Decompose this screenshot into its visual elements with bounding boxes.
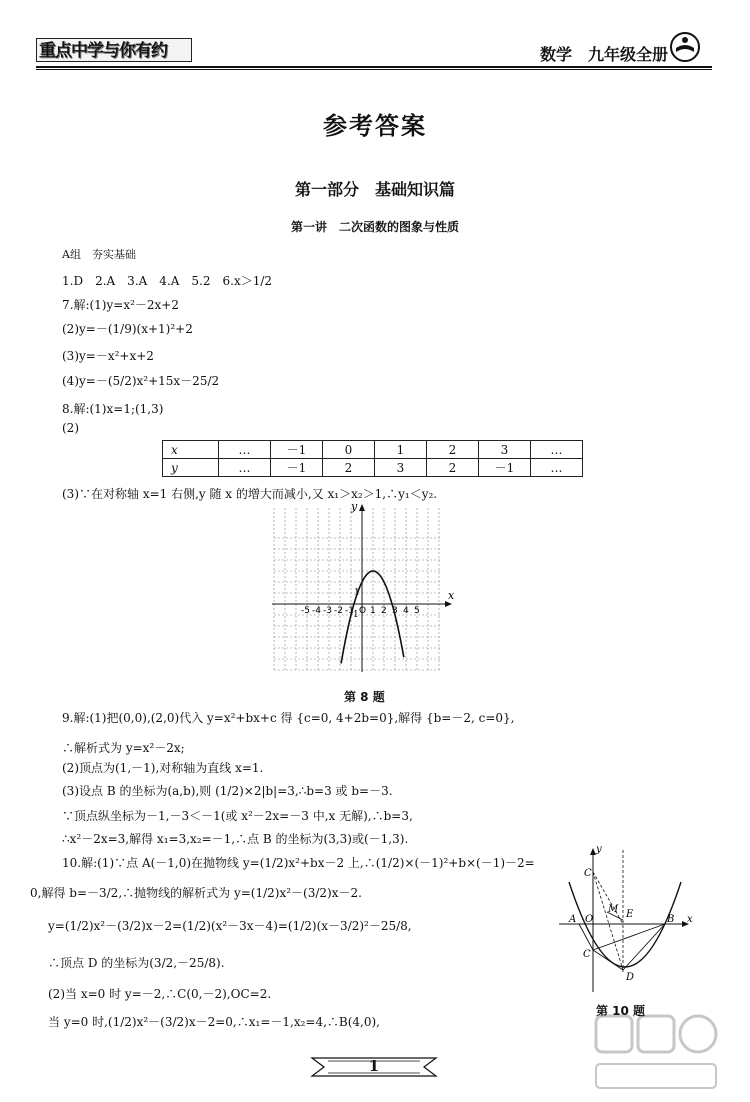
watermark-logo-icon — [592, 1010, 722, 1096]
x-tick-label: -3 — [323, 606, 332, 616]
x-tick-label: 3 — [392, 606, 398, 616]
table-cell: … — [219, 459, 271, 477]
answer-q9-2: ∴解析式为 y=x²－2x; — [62, 741, 185, 755]
book-logo-icon — [668, 30, 702, 64]
label-e: E — [626, 909, 634, 920]
y-axis-label: y — [351, 500, 358, 513]
x-tick-label: -1 — [345, 606, 354, 616]
x-tick-label: 4 — [403, 606, 409, 616]
answer-q8-2: (2) — [62, 421, 79, 435]
answer-q7-2: (2)y=－(1/9)(x+1)²+2 — [62, 322, 193, 336]
table-cell: 2 — [427, 441, 479, 459]
answer-q9-6: ∴x²－2x=3,解得 x₁=3,x₂=－1,∴点 B 的坐标为(3,3)或(－1,3). — [62, 832, 409, 846]
table-cell: 0 — [323, 441, 375, 459]
x-tick-label: -2 — [334, 606, 343, 616]
table-cell: … — [219, 441, 271, 459]
label-a: A — [569, 914, 577, 925]
page-number-ribbon — [310, 1056, 438, 1078]
figure-10-caption: 第 10 题 — [596, 1004, 646, 1018]
subject-grade — [540, 42, 668, 65]
x-axis-label: x — [448, 589, 455, 602]
table-cell: 2 — [323, 459, 375, 477]
answer-q9-1: 9.解:(1)把(0,0),(2,0)代入 y=x²+bx+c 得 {c=0, 4+2b=0},解得 {b=－2, c=0}, — [62, 711, 515, 725]
page-number: 1 — [368, 1057, 380, 1075]
group-label: A组 夯实基础 — [62, 248, 136, 261]
table-row — [163, 459, 583, 477]
figure-10-graph — [555, 842, 705, 1002]
answer-line-1: 1.D 2.A 3.A 4.A 5.2 6.x＞1/2 — [62, 274, 273, 288]
x-tick-label: 2 — [381, 606, 387, 616]
y-tick-1: 1 — [354, 588, 360, 598]
table-cell: x — [163, 441, 219, 459]
lesson-heading: 第一讲 二次函数的图象与性质 — [290, 220, 459, 234]
label-y: y — [596, 844, 602, 855]
y-axis-arrow — [359, 504, 365, 511]
answer-q7-3: (3)y=－x²+x+2 — [62, 349, 154, 363]
label-b: B — [667, 914, 675, 925]
answer-q8-1: 8.解:(1)x=1;(1,3) — [62, 402, 164, 416]
answer-q10-5: (2)当 x=0 时 y=－2,∴C(0,－2),OC=2. — [48, 987, 272, 1001]
table-row — [163, 441, 583, 459]
figure-8-caption: 第 8 题 — [344, 690, 385, 704]
label-c: C — [583, 949, 591, 960]
answer-q10-6: 当 y=0 时,(1/2)x²－(3/2)x－2=0,∴x₁=－1,x₂=4,∴B(4,0), — [48, 1015, 380, 1029]
table-cell: 2 — [427, 459, 479, 477]
table-cell: … — [531, 459, 583, 477]
value-table — [162, 440, 583, 477]
y-tick-neg1: -1 — [350, 610, 359, 620]
answer-q9-3: (2)顶点为(1,－1),对称轴为直线 x=1. — [62, 761, 264, 775]
answer-q9-4: (3)设点 B 的坐标为(a,b),则 (1/2)×2|b|=3,∴b=3 或 b=－3. — [62, 784, 393, 798]
figure-8-graph — [268, 500, 468, 680]
label-x: x — [687, 914, 693, 925]
header-rule-thin — [36, 69, 712, 70]
answer-q7-1: 7.解:(1)y=x²－2x+2 — [62, 298, 179, 312]
part-heading: 第一部分 基础知识篇 — [294, 180, 455, 199]
table-cell: … — [531, 441, 583, 459]
table-cell: －1 — [479, 459, 531, 477]
answer-q9-5: ∵顶点纵坐标为－1,－3＜－1(或 x²－2x=－3 中,x 无解),∴b=3, — [62, 809, 413, 823]
table-cell: －1 — [271, 441, 323, 459]
x-tick-label: -4 — [312, 606, 321, 616]
table-cell: 3 — [479, 441, 531, 459]
subject: 数学 — [540, 45, 573, 64]
table-cell: －1 — [271, 459, 323, 477]
x-tick-label: -5 — [301, 606, 310, 616]
series-banner: 重点中学与你有约 — [36, 38, 192, 62]
table-cell: 3 — [375, 459, 427, 477]
answer-q10-4: ∴顶点 D 的坐标为(3/2,－25/8). — [48, 956, 225, 970]
answer-q7-4: (4)y=－(5/2)x²+15x－25/2 — [62, 374, 220, 388]
parabola-curve — [341, 571, 404, 664]
table-cell: 1 — [375, 441, 427, 459]
label-c-prime: C' — [584, 868, 595, 879]
answer-q10-3: y=(1/2)x²－(3/2)x－2=(1/2)(x²－3x－4)=(1/2)(x－3/2)²－25/8, — [48, 919, 412, 933]
answer-q8-3: (3)∵在对称轴 x=1 右侧,y 随 x 的增大而减小,又 x₁＞x₂＞1,∴y₁＜y₂. — [62, 487, 438, 501]
table-cell: y — [163, 459, 219, 477]
label-m: M — [608, 904, 619, 915]
header-rule — [36, 66, 712, 68]
x-tick-label: O — [359, 606, 367, 616]
answer-q10-1: 10.解:(1)∵点 A(－1,0)在抛物线 y=(1/2)x²+bx－2 上,∴(1/2)×(－1)²+b×(－1)－2= — [62, 856, 535, 870]
answer-q10-2: 0,解得 b=－3/2,∴抛物线的解析式为 y=(1/2)x²－(3/2)x－2. — [30, 886, 362, 900]
x-tick-label: 5 — [414, 606, 420, 616]
grade: 九年级全册 — [588, 45, 669, 64]
label-o: O — [585, 914, 594, 925]
page-title: 参考答案 — [323, 111, 427, 140]
x-tick-label: 1 — [370, 606, 376, 616]
label-d: D — [626, 972, 635, 983]
